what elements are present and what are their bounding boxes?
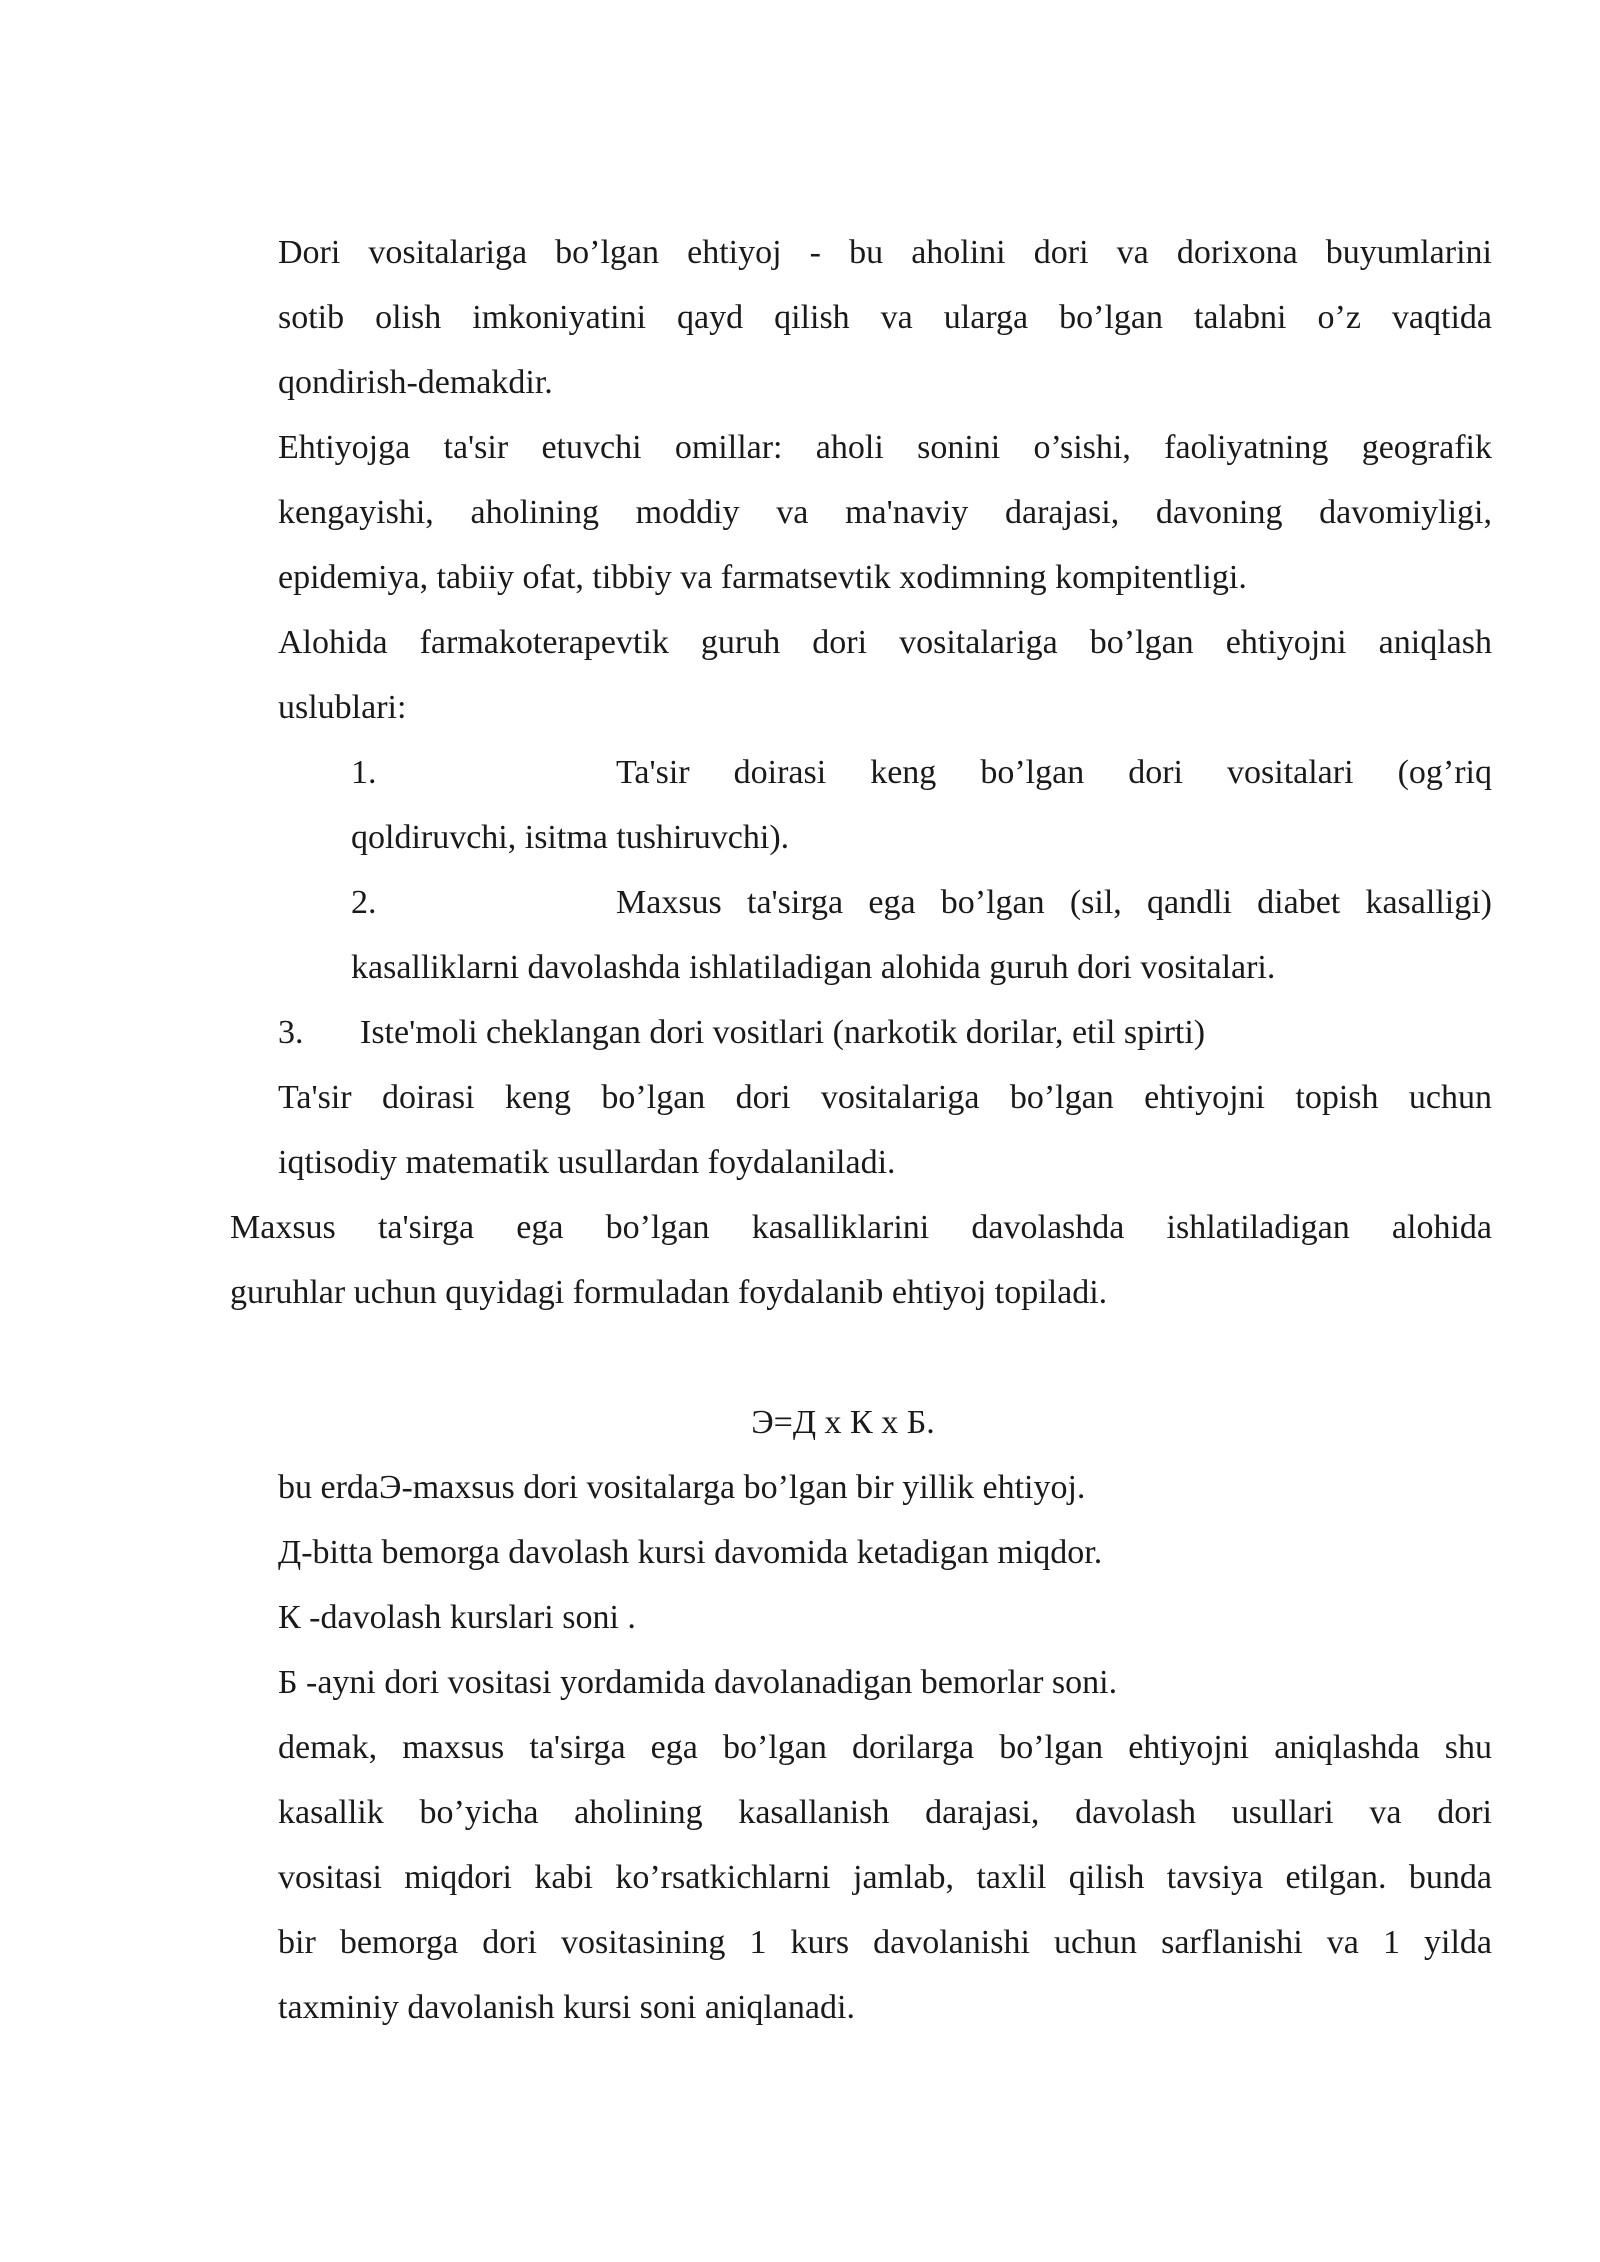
- paragraph-6-line-2: kasallik bo’yicha aholining kasallanish darajasi, davolash usullari va dori: [278, 1794, 1492, 1831]
- paragraph-6-line-1: demak, maxsus ta'sirga ega bo’lgan dorilarga bo’lgan ehtiyojni aniqlashda shu: [278, 1729, 1492, 1766]
- list-item-3-text: Iste'moli cheklangan dori vositlari (narkotik dorilar, etil spirti): [360, 1014, 1206, 1051]
- definition-b: Б -ayni dori vositasi yordamida davolanadigan bemorlar soni.: [278, 1664, 1118, 1701]
- paragraph-5-line-2: guruhlar uchun quyidagi formuladan foydalanib ehtiyoj topiladi.: [230, 1274, 1108, 1311]
- paragraph-1-line-3: qondirish-demakdir.: [278, 364, 553, 401]
- list-item-3: [278, 1013, 1205, 1053]
- paragraph-6-line-5: taxminiy davolanish kursi soni aniqlanadi.: [278, 1989, 855, 2026]
- list-item-1-number: 1.: [351, 754, 377, 791]
- paragraph-2-line-1: Ehtiyojga ta'sir etuvchi omillar: aholi sonini o’sishi, faoliyatning geografik: [278, 429, 1492, 466]
- paragraph-1-line-2: sotib olish imkoniyatini qayd qilish va ularga bo’lgan talabni o’z vaqtida: [278, 299, 1492, 336]
- list-item-3-number: 3.: [278, 1014, 304, 1051]
- paragraph-5-line-1: Maxsus ta'sirga ega bo’lgan kasalliklarini davolashda ishlatiladigan alohida: [230, 1209, 1492, 1246]
- definition-d: Д-bitta bemorga davolash kursi davomida ketadigan miqdor.: [278, 1534, 1103, 1571]
- paragraph-2-line-2: kengayishi, aholining moddiy va ma'naviy darajasi, davoning davomiyligi,: [278, 494, 1492, 531]
- list-item-2-continuation: kasalliklarni davolashda ishlatiladigan alohida guruh dori vositalari.: [351, 949, 1276, 986]
- formula: Э=Д х К х Б.: [751, 1404, 935, 1441]
- paragraph-4-line-1: Ta'sir doirasi keng bo’lgan dori vositalariga bo’lgan ehtiyojni topish uchun: [278, 1079, 1492, 1116]
- paragraph-3-line-1: Alohida farmakoterapevtik guruh dori vositalariga bo’lgan ehtiyojni aniqlash: [278, 624, 1492, 661]
- paragraph-6-line-4: bir bemorga dori vositasining 1 kurs davolanishi uchun sarflanishi va 1 yilda: [278, 1924, 1492, 1961]
- list-item-1-continuation: qoldiruvchi, isitma tushiruvchi).: [351, 819, 790, 856]
- paragraph-2-line-3: epidemiya, tabiiy ofat, tibbiy va farmatsevtik xodimning kompitentligi.: [278, 559, 1247, 596]
- definition-e: bu erdaЭ-maxsus dori vositalarga bo’lgan bir yillik ehtiyoj.: [278, 1469, 1086, 1506]
- definition-k: К -davolash kurslari soni .: [278, 1599, 636, 1636]
- list-item-2-text: Maxsus ta'sirga ega bo’lgan (sil, qandli diabet kasalligi): [616, 884, 1492, 921]
- paragraph-1-line-1: Dori vositalariga bo’lgan ehtiyoj - bu aholini dori va dorixona buyumlarini: [278, 234, 1492, 271]
- paragraph-3-line-2: uslublari:: [278, 689, 407, 726]
- paragraph-4-line-2: iqtisodiy matematik usullardan foydalaniladi.: [278, 1144, 896, 1181]
- list-item-2-number: 2.: [351, 884, 377, 921]
- paragraph-6-line-3: vositasi miqdori kabi ko’rsatkichlarni jamlab, taxlil qilish tavsiya etilgan. bunda: [278, 1859, 1492, 1896]
- list-item-1-text: Ta'sir doirasi keng bo’lgan dori vositalari (og’riq: [616, 754, 1492, 791]
